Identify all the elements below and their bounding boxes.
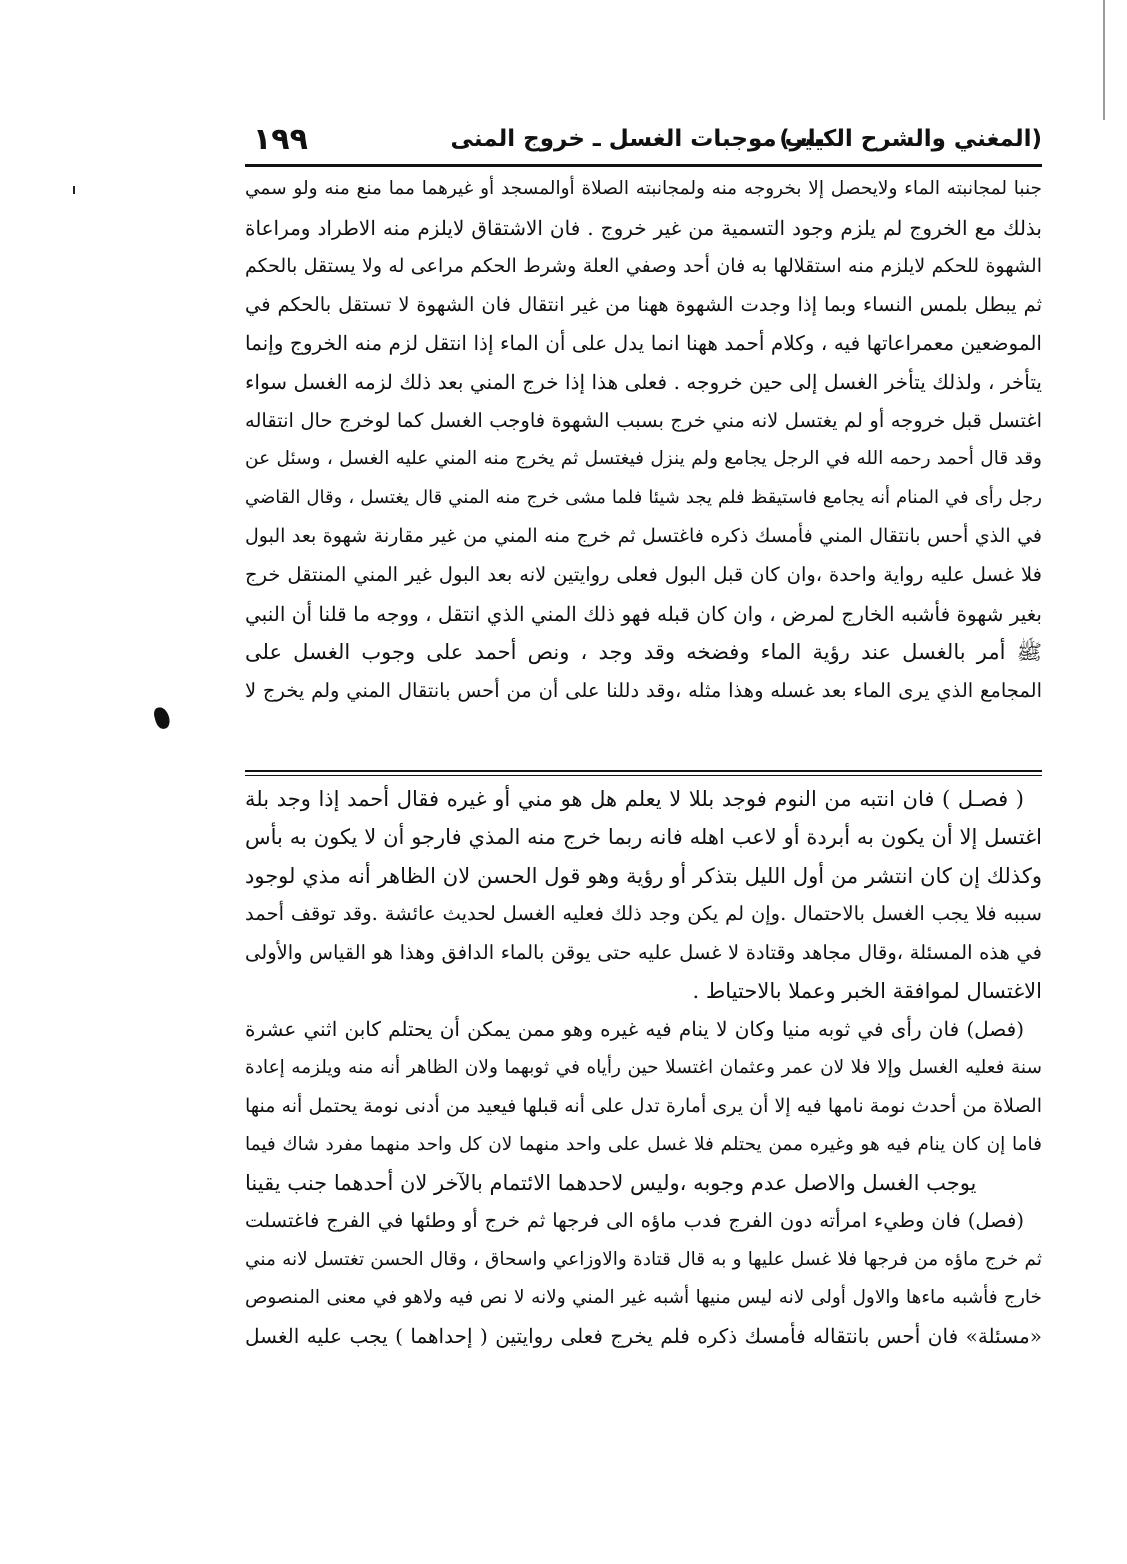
main-text-block xyxy=(245,170,1042,710)
chapter-title: باب موجبات الغسل ـ خروج المنى xyxy=(450,126,825,152)
main-text-line: يتأخر ، ولذلك يتأخر الغسل إلى حين خروجه . فعلى هذا إذا خرج المني بعد ذلك لزمه الغسل سواء xyxy=(245,369,1042,394)
commentary-line: سببه فلا يجب الغسل بالاحتمال .وإن لم يكن وجد ذلك فعليه الغسل لحديث عائشة .وقد توقف أحمد xyxy=(245,902,1042,926)
main-text-line: اغتسل قبل خروجه أو لم يغتسل لانه مني خرج بسبب الشهوة فاوجب الغسل كما لوخرج حال انتقاله xyxy=(245,408,1042,432)
main-text-line: الشهوة للحكم لايلزم منه استقلالها به فان أحد وصفي العلة وشرط الحكم مراعى له ولا يستقل بالحكم xyxy=(245,255,1042,278)
commentary-line: ( فصـل ) فان انتبه من النوم فوجد بللا لا يعلم هل هو مني أو غيره فقال أحمد إذا وجد بلة xyxy=(245,787,1024,811)
commentary-line: ثم خرج ماؤه من فرجها فلا غسل عليها و به قال قتادة والاوزاعي واسحاق ، وقال الحسن تغتسل لانه مني xyxy=(245,1248,1042,1270)
main-text-line: جنبا لمجانبته الماء ولايحصل إلا بخروجه منه ولمجانبته الصلاة أوالمسجد أو غيرهما مما منع منه ولو سمي xyxy=(245,178,1042,199)
commentary-line: خارج فأشبه ماءها والاول أولى لانه ليس منيها أشبه غير المني ولانه لا نص فيه ولاهو في معنى المنصوص xyxy=(245,1287,1042,1309)
commentary-line: الاغتسال لموافقة الخبر وعملا بالاحتياط . xyxy=(692,978,1042,1003)
main-text-line: الموضعين معمراعاتها فيه ، وكلام أحمد ههنا انما يدل على أن الماء إذا انتقل لزم منه الخروج وإنما xyxy=(245,331,1042,356)
main-text-line: بذلك مع الخروج لم يلزم وجود التسمية من غير خروج . فان الاشتقاق لايلزم منه الاطراد ومراعاة xyxy=(245,215,1042,240)
book-title: (المغني والشرح الكبير) xyxy=(779,126,1042,152)
commentary-block xyxy=(245,780,1042,1356)
commentary-line: وكذلك إن كان انتشر من أول الليل بتذكر أو رؤية وهو قول الحسن لان الظاهر أنه مذي لوجود xyxy=(245,863,1042,888)
stray-mark xyxy=(73,186,75,194)
running-header xyxy=(245,120,1042,160)
main-text-line: ﷺ أمر بالغسل عند رؤية الماء وفضخه وقد وجد ، ونص أحمد على وجوب الغسل على xyxy=(245,640,1042,665)
commentary-line: يوجب الغسل والاصل عدم وجوبه ،وليس لاحدهما الائتمام بالآخر لان أحدهما جنب يقينا xyxy=(245,1170,977,1195)
main-text-line: رجل رأى في المنام أنه يجامع فاستيقظ فلم يجد شيئا فلما مشى خرج منه المني قال يغتسل ، وقال القاضي xyxy=(245,486,1042,508)
commentary-line: «مسئلة» فان أحس بانتقاله فأمسك ذكره فلم يخرج فعلى روايتين ( إحداهما ) يجب عليه الغسل xyxy=(245,1324,1042,1349)
commentary-line: (فصل) فان وطيء امرأته دون الفرج فدب ماؤه الى فرجها ثم خرج أو وطئها في الفرج فاغتسلت xyxy=(245,1209,1024,1233)
commentary-line: فاما إن كان ينام فيه هو وغيره ممن يحتلم فلا غسل على واحد منهما لان كل واحد منهما مفرد شاك فيما xyxy=(245,1133,1042,1155)
commentary-line: في هذه المسئلة ،وقال مجاهد وقتادة لا غسل عليه حتى يوقن بالماء الدافق وهذا هو القياس والأولى xyxy=(245,940,1042,964)
main-text-line: في الذي أحس بانتقال المني فأمسك ذكره فاغتسل ثم خرج منه المني من غير مقارنة شهوة بعد البول xyxy=(245,525,1042,548)
main-text-line: ثم يبطل بلمس النساء وبما إذا وجدت الشهوة ههنا من غير انتقال فان الشهوة لا تستقل بالحكم في xyxy=(245,292,1042,316)
commentary-line: (فصل) فان رأى في ثوبه منيا وكان لا ينام فيه غيره وهو ممن يمكن أن يحتلم كابن اثني عشرة xyxy=(245,1017,1024,1042)
page-edge-mark xyxy=(1103,0,1105,120)
ink-blot xyxy=(152,706,171,731)
header-rule xyxy=(245,164,1042,167)
main-text-line: فلا غسل عليه رواية واحدة ،وان كان قبل البول فعلى روايتين لانه بعد البول غير المني المنتقل خرج xyxy=(245,562,1042,586)
section-divider xyxy=(245,770,1042,772)
section-divider-thin xyxy=(245,775,1042,776)
main-text-line: المجامع الذي يرى الماء بعد غسله وهذا مثله ،وقد دللنا على أن من أحس بانتقال المني ولم يخرج لا xyxy=(245,678,1042,702)
main-text-line: بغير شهوة فأشبه الخارج لمرض ، وان كان قبله فهو ذلك المني الذي انتقل ، ووجه ما قلنا أن النبي xyxy=(245,601,1042,626)
commentary-line: اغتسل إلا أن يكون به أبردة أو لاعب اهله فانه ربما خرج منه المذي فارجو أن لا يكون به بأس xyxy=(245,825,1042,850)
main-text-line: وقد قال أحمد رحمه الله في الرجل يجامع ولم ينزل فيغتسل ثم يخرج منه المني عليه الغسل ، وسئل عن xyxy=(245,448,1042,470)
commentary-line: الصلاة من أحدث نومة نامها فيه إلا أن يرى أمارة تدل على أنه قبلها فيعيد من أدنى نومة يحتمل أنه منها xyxy=(245,1095,1042,1118)
commentary-line: سنة فعليه الغسل وإلا فلا لان عمر وعثمان اغتسلا حين رأياه في ثوبهما ولان الظاهر أنه منه ويلزمه إعادة xyxy=(245,1056,1042,1078)
page-number: ١٩٩ xyxy=(253,122,308,157)
